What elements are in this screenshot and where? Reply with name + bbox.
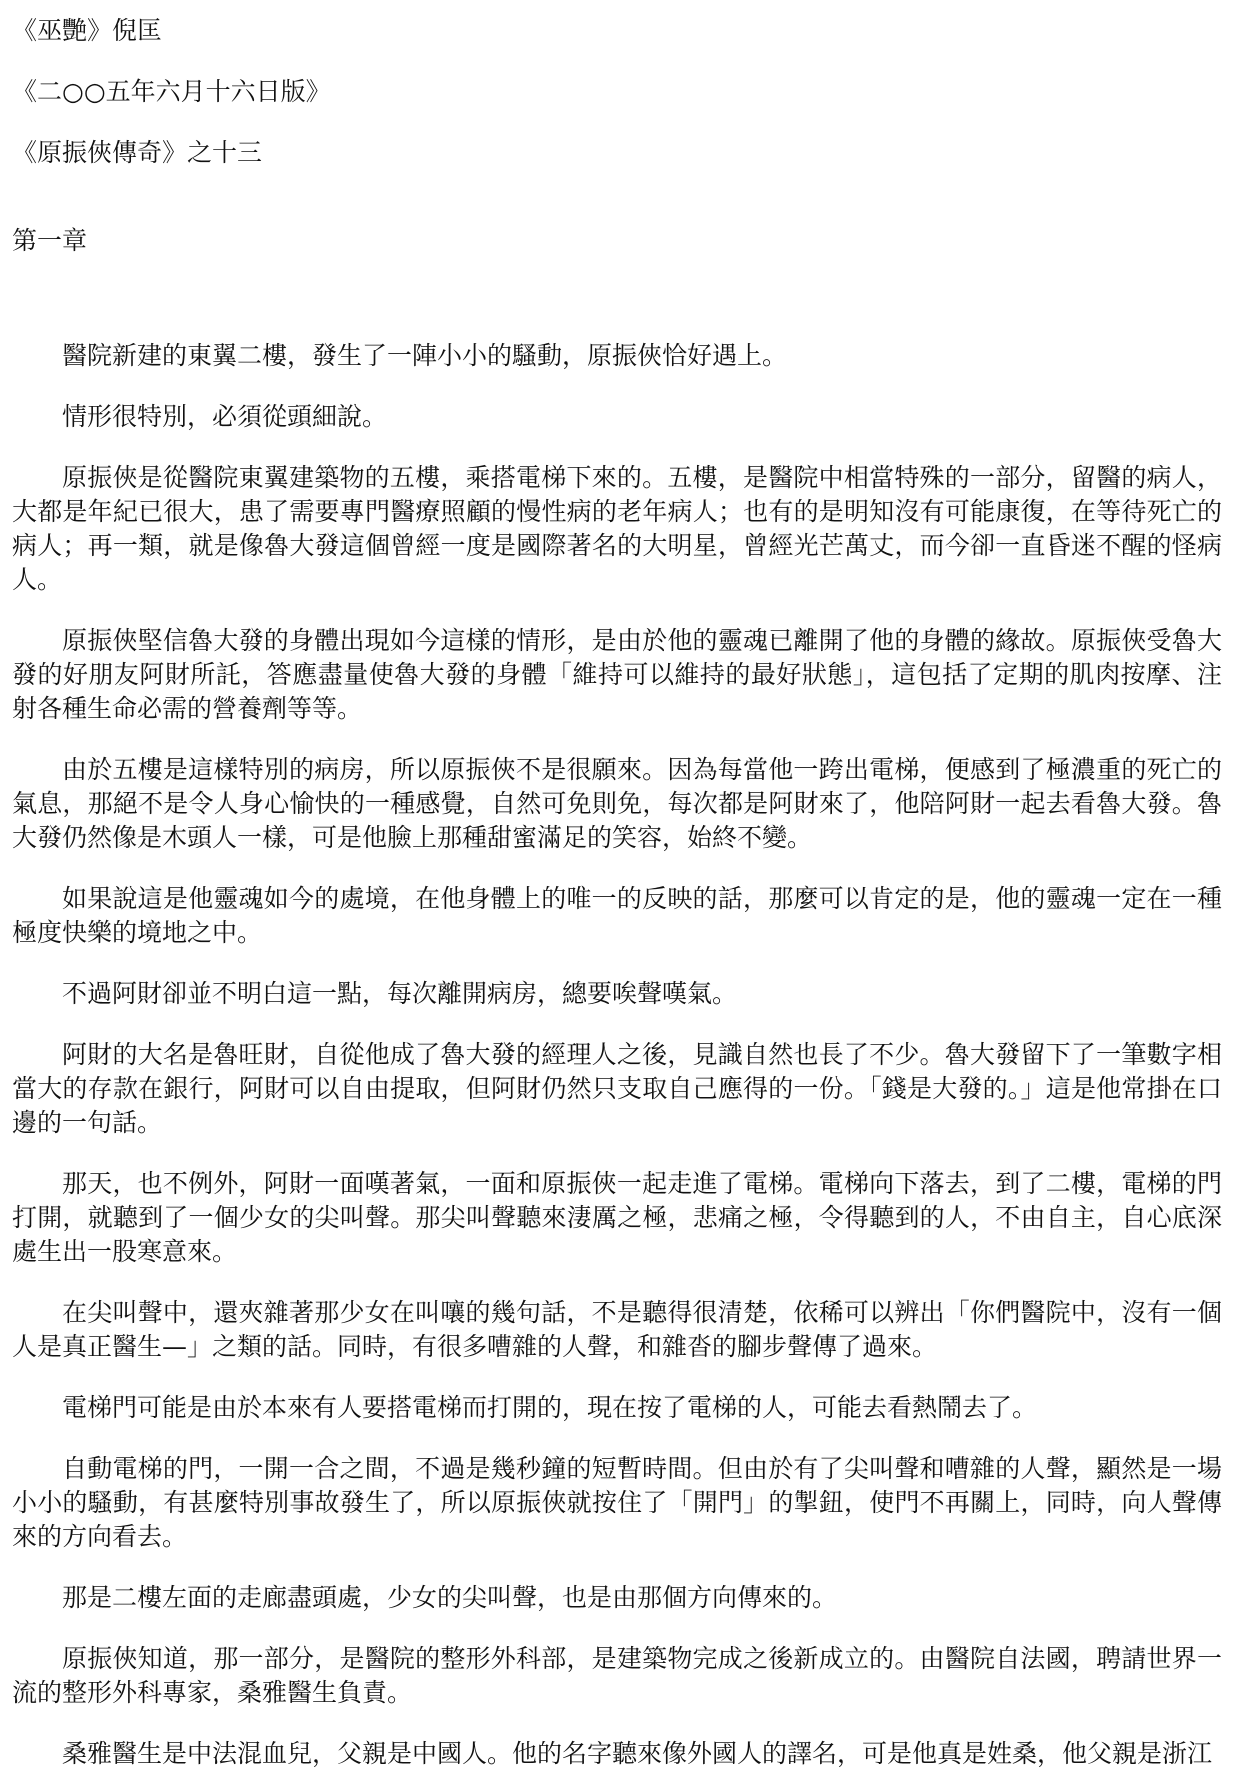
paragraph: 阿財的大名是魯旺財，自從他成了魯大發的經理人之後，見識自然也長了不少。魯大發留下了一筆數字相當大的存款在銀行，阿財可以自由提取，但阿財仍然只支取自己應得的一份。「錢是大發的。」這是他常掛在口邊的一句話。	[12, 1040, 1222, 1137]
series-title: 《原振俠傳奇》之十三	[12, 138, 263, 167]
paragraph: 電梯門可能是由於本來有人要搭電梯而打開的，現在按了電梯的人，可能去看熱鬧去了。	[62, 1393, 1038, 1422]
paragraph: 如果說這是他靈魂如今的處境，在他身體上的唯一的反映的話，那麼可以肯定的是，他的靈魂一定在一種極度快樂的境地之中。	[12, 884, 1222, 947]
paragraph: 原振俠知道，那一部分，是醫院的整形外科部，是建築物完成之後新成立的。由醫院自法國，聘請世界一流的整形外科專家，桑雅醫生負責。	[12, 1644, 1222, 1707]
paragraph: 自動電梯的門，一開一合之間，不過是幾秒鐘的短暫時間。但由於有了尖叫聲和嘈雜的人聲，顯然是一場小小的騷動，有甚麼特別事故發生了，所以原振俠就按住了「開門」的掣鈕，使門不再關上，同時，向人聲傳來的方向看去。	[12, 1454, 1222, 1551]
paragraph: 在尖叫聲中，還夾雜著那少女在叫嚷的幾句話，不是聽得很清楚，依稀可以辨出「你們醫院中，沒有一個人是真正醫生—」之類的話。同時，有很多嘈雜的人聲，和雜沓的腳步聲傳了過來。	[12, 1298, 1222, 1361]
paragraph: 情形很特別，必須從頭細說。	[62, 402, 388, 431]
paragraph: 由於五樓是這樣特別的病房，所以原振俠不是很願來。因為每當他一跨出電梯，便感到了極濃重的死亡的氣息，那絕不是令人身心愉快的一種感覺，自然可免則免，每次都是阿財來了，他陪阿財一起去看魯大發。魯大發仍然像是木頭人一樣，可是他臉上那種甜蜜滿足的笑容，始終不變。	[12, 755, 1222, 852]
book-title-author: 《巫艷》倪匡	[12, 16, 163, 45]
paragraph: 原振俠堅信魯大發的身體出現如今這樣的情形，是由於他的靈魂已離開了他的身體的緣故。原振俠受魯大發的好朋友阿財所託，答應盡量使魯大發的身體「維持可以維持的最好狀態」，這包括了定期的肌肉按摩、注射各種生命必需的營養劑等等。	[12, 626, 1222, 723]
edition-date: 《二○○五年六月十六日版》	[12, 77, 331, 106]
paragraph: 原振俠是從醫院東翼建築物的五樓，乘搭電梯下來的。五樓，是醫院中相當特殊的一部分，留醫的病人，大都是年紀已很大，患了需要專門醫療照顧的慢性病的老年病人；也有的是明知沒有可能康復，在等待死亡的病人；再一類，就是像魯大發這個曾經一度是國際著名的大明星，曾經光芒萬丈，而今卻一直昏迷不醒的怪病人。	[12, 463, 1222, 594]
chapter-body	[12, 339, 1222, 1771]
paragraph: 那是二樓左面的走廊盡頭處，少女的尖叫聲，也是由那個方向傳來的。	[62, 1583, 838, 1612]
chapter-heading: 第一章	[12, 226, 88, 255]
paragraph: 那天，也不例外，阿財一面嘆著氣，一面和原振俠一起走進了電梯。電梯向下落去，到了二樓，電梯的門打開，就聽到了一個少女的尖叫聲。那尖叫聲聽來淒厲之極，悲痛之極，令得聽到的人，不由自主，自心底深處生出一股寒意來。	[12, 1169, 1222, 1266]
paragraph: 不過阿財卻並不明白這一點，每次離開病房，總要唉聲嘆氣。	[62, 979, 738, 1008]
paragraph: 桑雅醫生是中法混血兒，父親是中國人。他的名字聽來像外國人的譯名，可是他真是姓桑，他父親是浙江	[62, 1739, 1213, 1768]
paragraph: 醫院新建的東翼二樓，發生了一陣小小的騷動，原振俠恰好遇上。	[62, 341, 788, 370]
